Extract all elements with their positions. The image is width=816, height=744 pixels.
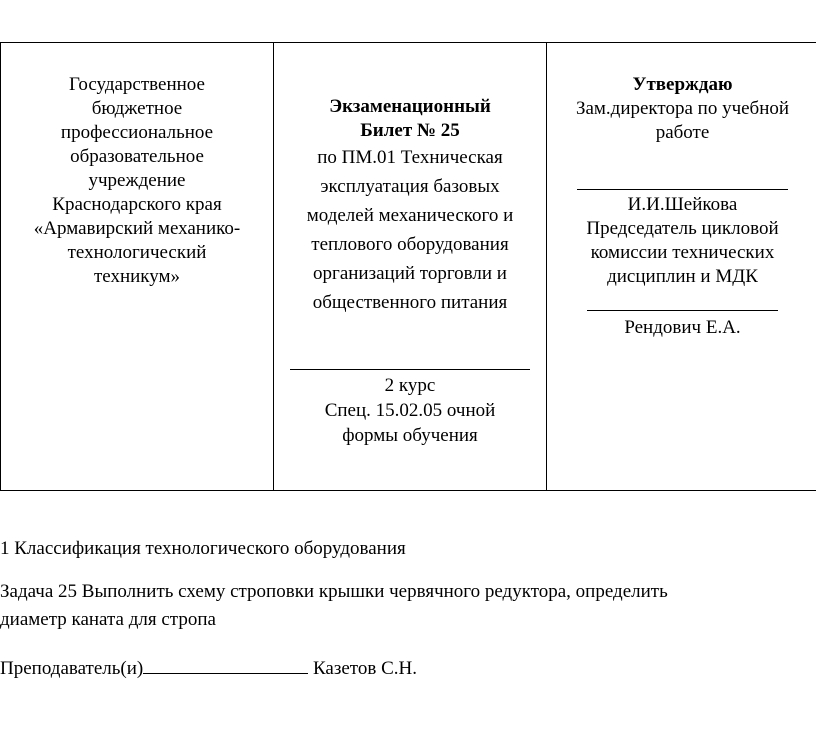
institution-line: профессиональное <box>60 122 214 143</box>
institution-line: образовательное <box>70 146 204 167</box>
ticket-cell <box>274 43 547 491</box>
deputy-name: И.И.Шейкова <box>627 194 738 215</box>
institution-line: техникум» <box>93 266 181 287</box>
ticket-title-line: Экзаменационный <box>329 96 491 117</box>
institution-line: бюджетное <box>91 98 183 119</box>
course-info <box>282 373 538 448</box>
institution-line: Государственное <box>69 74 205 95</box>
chair-line: дисциплин и МДК <box>607 266 758 287</box>
institution-line: «Армавирский механико- <box>33 218 241 239</box>
ticket-title <box>282 95 538 143</box>
subject-line: эксплуатация базовых <box>320 176 500 197</box>
teacher-name: Казетов С.Н. <box>313 658 417 679</box>
subject-line: по ПМ.01 Техническая <box>317 147 503 168</box>
institution-line: Краснодарского края <box>52 194 222 215</box>
subject-line: теплового оборудования <box>311 234 509 255</box>
chair-line: Председатель цикловой <box>586 218 779 239</box>
institution-name <box>9 73 265 289</box>
ticket-number: Билет № 25 <box>360 120 460 141</box>
question-2-line: диаметр каната для стропа <box>0 609 216 630</box>
teacher-signature <box>0 655 417 681</box>
chair-line: комиссии технических <box>590 242 775 263</box>
subject-line: моделей механического и <box>306 205 514 226</box>
signature-line <box>587 310 778 311</box>
chair-title <box>553 217 812 289</box>
ticket-header-table <box>0 42 816 491</box>
ticket-subject <box>288 143 532 317</box>
question-1: 1 Классификация технологического оборудования <box>0 538 406 559</box>
signature-line <box>143 655 308 674</box>
institution-line: учреждение <box>88 170 186 191</box>
teacher-label: Преподаватель(и) <box>0 658 144 679</box>
signature-line <box>290 369 530 370</box>
deputy-line: работе <box>655 122 710 143</box>
approval-cell <box>547 43 816 491</box>
deputy-line: Зам.директора по учебной <box>575 98 790 119</box>
signature-line <box>577 189 788 190</box>
study-form-label: формы обучения <box>342 425 478 446</box>
course-label: 2 курс <box>384 375 436 396</box>
specialty-label: Спец. 15.02.05 очной <box>324 400 496 421</box>
approve-label: Утверждаю <box>632 74 733 95</box>
institution-cell <box>1 43 274 491</box>
subject-line: общественного питания <box>312 292 508 313</box>
question-2-line: Задача 25 Выполнить схему строповки крышки червячного редуктора, определить <box>0 581 668 602</box>
deputy-title <box>553 97 812 145</box>
institution-line: технологический <box>67 242 207 263</box>
subject-line: организаций торговли и <box>313 263 507 284</box>
chair-name: Рендович Е.А. <box>624 317 741 338</box>
